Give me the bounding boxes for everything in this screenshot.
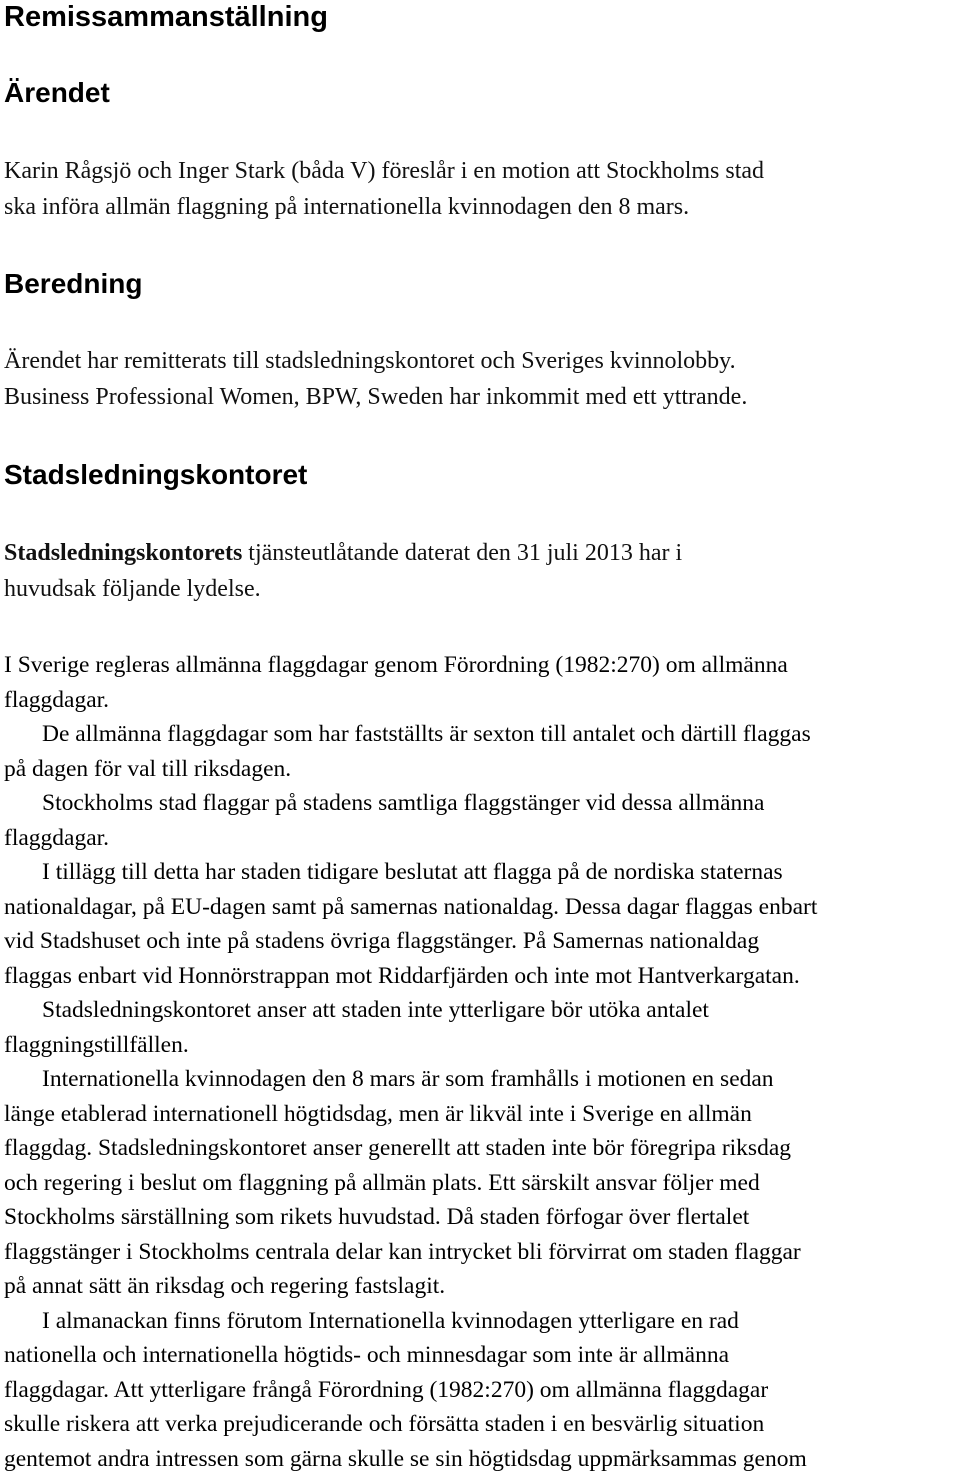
intro-paragraph (4, 536, 956, 607)
body-text (4, 648, 956, 1476)
body-line: I Sverige regleras allmänna flaggdagar genom Förordning (1982:270) om allmänna (4, 652, 788, 678)
body-line: nationella och internationella högtids- och minnesdagar som inte är allmänna (4, 1342, 730, 1368)
body-line: flaggdagar. Att ytterligare frångå Förordning (1982:270) om allmänna flaggdagar (4, 1376, 769, 1403)
intro-line: huvudsak följande lydelse. (4, 575, 261, 602)
body-line: flaggstänger i Stockholms centrala delar kan intrycket bli förvirrat om staden flaggar (4, 1238, 801, 1265)
body-line: Stockholms stad flaggar på stadens samtliga flaggstänger vid dessa allmänna (42, 790, 765, 816)
document-title: Remissammanställning (4, 1, 328, 33)
body-line: Stockholms särställning som rikets huvudstad. Då staden förfogar över flertalet (4, 1204, 750, 1230)
body-line: och regering i beslut om flaggning på allmän plats. Ett särskilt ansvar följer med (4, 1169, 760, 1196)
arendet-paragraph (4, 154, 956, 225)
body-line: De allmänna flaggdagar som har fastställts är sexton till antalet och därtill flaggas (42, 721, 811, 747)
beredning-line: Business Professional Women, BPW, Sweden har inkommit med ett yttrande. (4, 383, 748, 410)
arendet-line: ska införa allmän flaggning på internationella kvinnodagen den 8 mars. (4, 193, 690, 220)
intro-rest: tjänsteutlåtande daterat den 31 juli 2013 har i (242, 540, 683, 566)
body-line: Stadsledningskontoret anser att staden inte ytterligare bör utöka antalet (42, 997, 709, 1023)
body-line: länge etablerad internationell högtidsdag, men är likväl inte i Sverige en allmän (4, 1100, 752, 1127)
body-line: gentemot andra intressen som gärna skulle se sin högtidsdag uppmärksammas genom (4, 1445, 807, 1472)
body-line: Internationella kvinnodagen den 8 mars är som framhålls i motionen en sedan (42, 1066, 774, 1092)
body-line: nationaldagar, på EU-dagen samt på samernas nationaldag. Dessa dagar flaggas enbart (4, 893, 818, 920)
body-line: skulle riskera att verka prejudicerande och försätta staden i en besvärlig situation (4, 1411, 765, 1437)
body-line: flaggningstillfällen. (4, 1031, 189, 1058)
beredning-paragraph (4, 344, 956, 415)
beredning-line: Ärendet har remitterats till stadsledningskontoret och Sveriges kvinnolobby. (4, 348, 736, 374)
arendet-line: Karin Rågsjö och Inger Stark (båda V) föreslår i en motion att Stockholms stad (4, 158, 765, 184)
intro-line (4, 536, 956, 572)
body-line: I almanackan finns förutom Internationella kvinnodagen ytterligare en rad (42, 1307, 739, 1334)
intro-bold-term: Stadsledningskontorets (4, 540, 243, 566)
body-line: flaggas enbart vid Honnörstrappan mot Riddarfjärden och inte mot Hantverkargatan. (4, 962, 800, 989)
heading-arendet: Ärendet (4, 77, 110, 108)
body-line: på dagen för val till riksdagen. (4, 755, 292, 782)
body-line: flaggdag. Stadsledningskontoret anser generellt att staden inte bör föregripa riksdag (4, 1135, 792, 1161)
heading-stadsledningskontoret: Stadsledningskontoret (4, 459, 308, 490)
heading-beredning: Beredning (4, 268, 143, 299)
body-line: flaggdagar. (4, 824, 110, 851)
body-line: på annat sätt än riksdag och regering fastslagit. (4, 1273, 446, 1299)
body-line: I tillägg till detta har staden tidigare beslutat att flagga på de nordiska staternas (42, 859, 783, 885)
body-line: flaggdagar. (4, 686, 110, 713)
body-line: vid Stadshuset och inte på stadens övriga flaggstänger. På Samernas nationaldag (4, 928, 760, 954)
